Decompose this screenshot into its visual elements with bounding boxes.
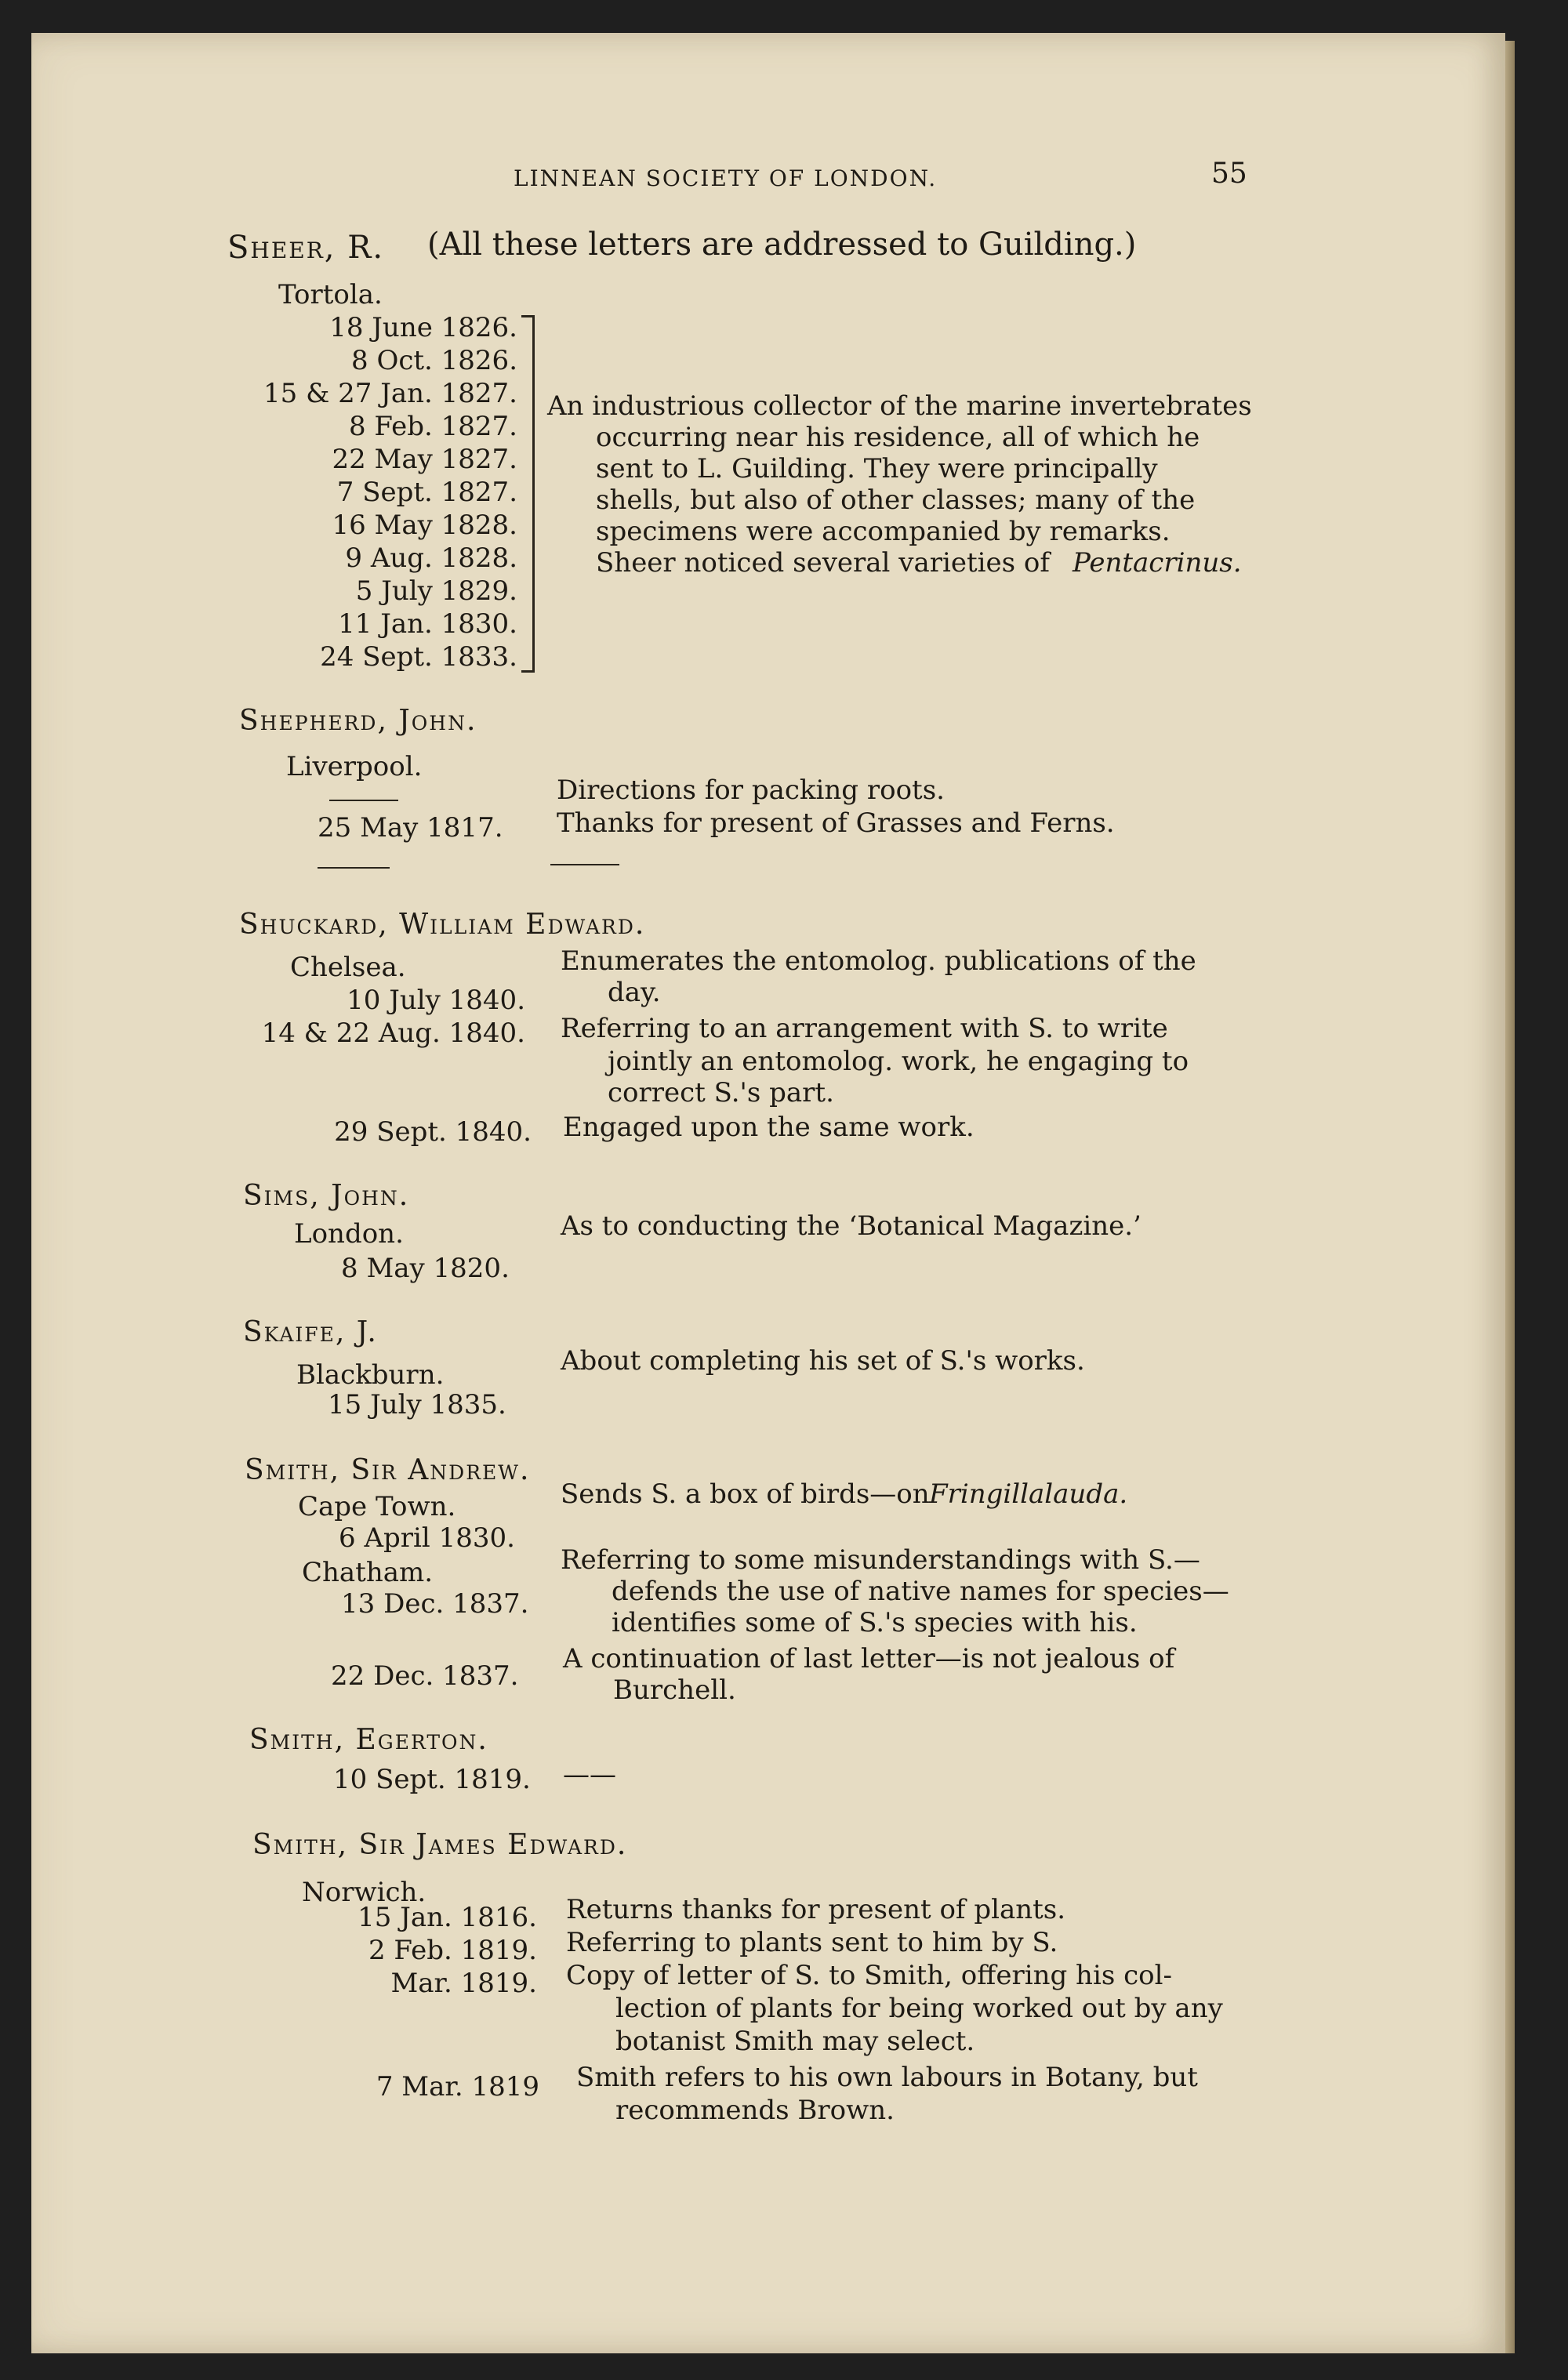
letter-date: 22 May 1827. xyxy=(332,444,517,475)
running-header: LINNEAN SOCIETY OF LONDON. xyxy=(514,165,938,191)
letter-date: 15 & 27 Jan. 1827. xyxy=(263,378,517,409)
letter-date: 15 Jan. 1816. xyxy=(358,1902,537,1933)
entry-desc-line: Smith refers to his own labours in Botany, but xyxy=(576,2062,1198,2093)
letter-date: 8 May 1820. xyxy=(341,1253,510,1284)
entry-desc-line: As to conducting the ‘Botanical Magazine.’ xyxy=(561,1210,1142,1242)
letter-date: 7 Sept. 1827. xyxy=(336,477,517,508)
entry-desc-line: Referring to plants sent to him by S. xyxy=(566,1927,1058,1958)
letter-date: 16 May 1828. xyxy=(332,510,517,541)
letter-date: 22 Dec. 1837. xyxy=(331,1660,519,1692)
letter-date: 10 Sept. 1819. xyxy=(333,1764,531,1795)
entry-desc-line: About completing his set of S.'s works. xyxy=(561,1345,1085,1377)
letter-date: 13 Dec. 1837. xyxy=(341,1588,529,1620)
entry-desc-line: A continuation of last letter—is not jealous of xyxy=(563,1643,1175,1674)
entry-desc-line: Burchell. xyxy=(613,1674,736,1706)
brace xyxy=(521,315,535,673)
entry-desc-italic: Fringillalauda. xyxy=(929,1478,1128,1510)
entry-desc-line: Sheer noticed several varieties of xyxy=(596,547,1050,579)
entry-desc-line: occurring near his residence, all of which he xyxy=(596,422,1200,453)
entry-desc-line: Returns thanks for present of plants. xyxy=(566,1894,1066,1925)
place-liverpool: Liverpool. xyxy=(286,751,423,782)
entry-desc-line: Thanks for present of Grasses and Ferns. xyxy=(557,807,1115,839)
letter-date: 7 Mar. 1819 xyxy=(376,2071,539,2102)
place-london: London. xyxy=(294,1218,404,1250)
entry-desc-line: botanist Smith may select. xyxy=(615,2026,975,2057)
letter-date: 9 Aug. 1828. xyxy=(345,542,517,574)
letter-date: 18 June 1826. xyxy=(329,312,517,343)
entry-name-smith-andrew: Smith, Sir Andrew. xyxy=(245,1454,531,1486)
entry-note-sheer: (All these letters are addressed to Guilding.) xyxy=(427,227,1137,263)
entry-desc-line: Copy of letter of S. to Smith, offering his col- xyxy=(566,1960,1172,1991)
place-blackburn: Blackburn. xyxy=(296,1359,445,1391)
entry-name-sheer: Sheer, R. xyxy=(227,230,385,266)
letter-date: 29 Sept. 1840. xyxy=(334,1116,532,1148)
letter-date: 11 Jan. 1830. xyxy=(338,608,517,640)
entry-desc-line: Engaged upon the same work. xyxy=(563,1112,975,1143)
place-chatham: Chatham. xyxy=(302,1557,434,1588)
entry-name-shuckard: Shuckard, William Edward. xyxy=(239,909,646,941)
place-cape-town: Cape Town. xyxy=(298,1491,456,1522)
entry-desc-line: day. xyxy=(608,977,661,1008)
letter-date: 24 Sept. 1833. xyxy=(320,641,517,673)
entry-desc-italic: Pentacrinus. xyxy=(1073,547,1242,579)
entry-name-smith-egerton: Smith, Egerton. xyxy=(249,1724,488,1756)
entry-name-skaife: Skaife, J. xyxy=(243,1316,378,1348)
separator-rule xyxy=(318,867,390,869)
page-number: 55 xyxy=(1211,158,1247,190)
entry-name-shepherd: Shepherd, John. xyxy=(239,705,477,737)
letter-date: 8 Feb. 1827. xyxy=(348,411,517,442)
entry-desc-line: identifies some of S.'s species with his. xyxy=(612,1607,1138,1638)
entry-desc-line: Referring to some misunderstandings with S.— xyxy=(561,1544,1200,1576)
entry-desc-line: recommends Brown. xyxy=(615,2095,895,2126)
letter-date: 14 & 22 Aug. 1840. xyxy=(261,1018,525,1049)
letter-date: 5 July 1829. xyxy=(355,575,517,607)
place-norwich: Norwich. xyxy=(302,1877,426,1908)
entry-desc-line: shells, but also of other classes; many of the xyxy=(596,484,1196,516)
letter-date: Mar. 1819. xyxy=(390,1968,537,1999)
letter-date: 25 May 1817. xyxy=(318,812,503,844)
entry-desc-line: jointly an entomolog. work, he engaging to xyxy=(608,1046,1189,1077)
separator-rule xyxy=(550,864,619,865)
entry-desc-line: specimens were accompanied by remarks. xyxy=(596,516,1171,547)
letter-date: 8 Oct. 1826. xyxy=(351,345,517,376)
ditto-rule xyxy=(329,800,398,801)
letter-date: 15 July 1835. xyxy=(328,1389,506,1420)
letter-date: 10 July 1840. xyxy=(347,985,525,1016)
entry-desc-line: lection of plants for being worked out by any xyxy=(615,1993,1223,2024)
letter-date: 2 Feb. 1819. xyxy=(368,1935,537,1966)
entry-desc-line: —— xyxy=(563,1759,616,1790)
entry-desc-line: Sends S. a box of birds—on xyxy=(561,1478,930,1510)
letter-date: 6 April 1830. xyxy=(339,1522,515,1554)
entry-desc-line: correct S.'s part. xyxy=(608,1077,834,1108)
entry-desc-line: sent to L. Guilding. They were principally xyxy=(596,453,1158,484)
entry-desc-line: An industrious collector of the marine invertebrates xyxy=(547,390,1252,422)
place-chelsea: Chelsea. xyxy=(290,952,406,983)
entry-name-smith-james: Smith, Sir James Edward. xyxy=(252,1829,628,1861)
place-tortola: Tortola. xyxy=(278,279,383,310)
entry-desc-line: Directions for packing roots. xyxy=(557,775,945,806)
entry-desc-line: defends the use of native names for species— xyxy=(612,1576,1229,1607)
entry-name-sims: Sims, John. xyxy=(243,1180,410,1212)
entry-desc-line: Enumerates the entomolog. publications of the xyxy=(561,945,1196,977)
entry-desc-line: Referring to an arrangement with S. to write xyxy=(561,1013,1168,1044)
